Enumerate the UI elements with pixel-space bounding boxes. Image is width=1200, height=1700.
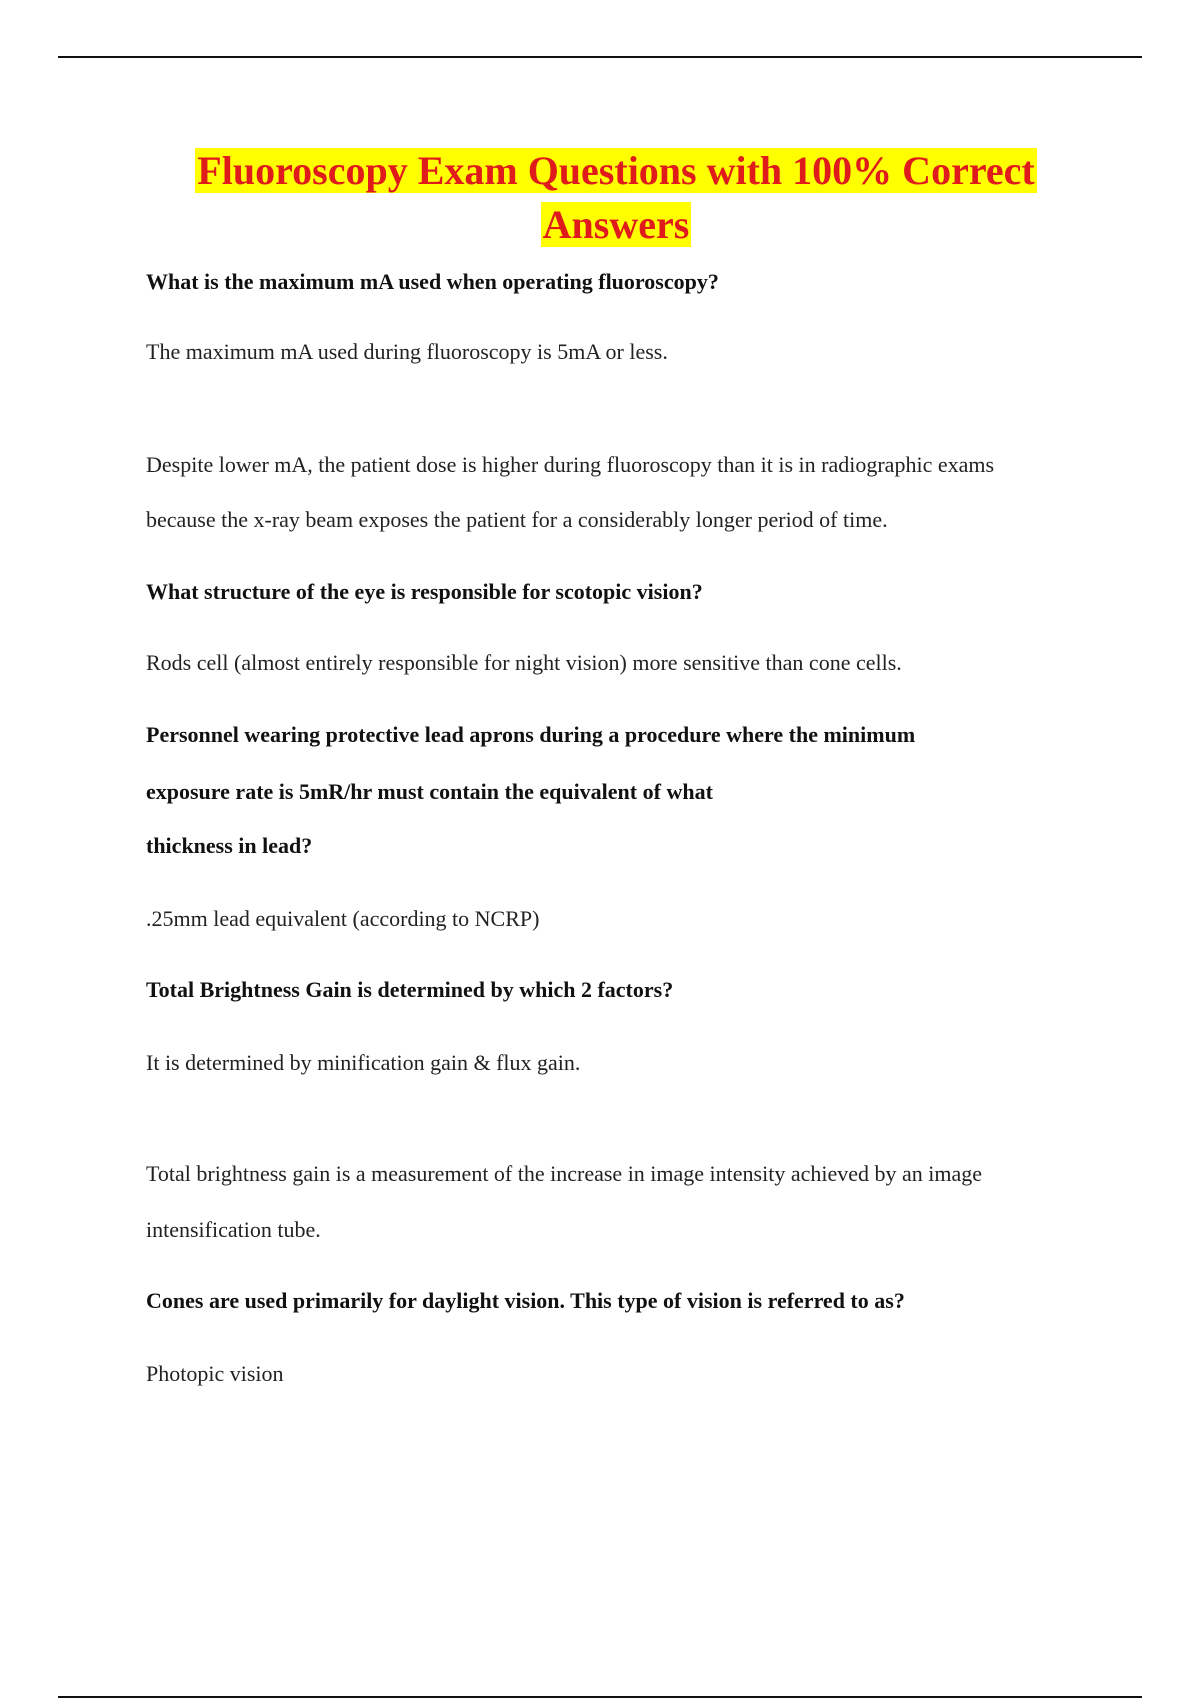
question-2: What structure of the eye is responsible for scotopic vision?: [146, 579, 703, 604]
answer-4-explanation-line-2: intensification tube.: [146, 1217, 321, 1242]
title-line-2: Answers: [542, 202, 690, 247]
answer-2: Rods cell (almost entirely responsible for night vision) more sensitive than cone cells.: [146, 650, 902, 675]
answer-4-explanation-line-1: Total brightness gain is a measurement of the increase in image intensity achieved by an image: [146, 1161, 983, 1186]
question-1: What is the maximum mA used when operating fluoroscopy?: [146, 269, 719, 294]
answer-1-explanation-line-1: Despite lower mA, the patient dose is higher during fluoroscopy than it is in radiographic exams: [146, 452, 995, 477]
answer-1: The maximum mA used during fluoroscopy is 5mA or less.: [146, 339, 668, 364]
title-line-1: Fluoroscopy Exam Questions with 100% Correct: [197, 148, 1035, 193]
answer-5: Photopic vision: [146, 1361, 284, 1386]
question-4: Total Brightness Gain is determined by which 2 factors?: [146, 977, 674, 1002]
question-3-line-2: exposure rate is 5mR/hr must contain the equivalent of what: [146, 779, 713, 804]
answer-4: It is determined by minification gain & flux gain.: [146, 1050, 581, 1075]
question-3-line-1: Personnel wearing protective lead aprons during a procedure where the minimum: [146, 722, 916, 747]
top-rule: [58, 56, 1142, 58]
bottom-rule: [58, 1696, 1142, 1698]
document-title: [146, 144, 1086, 252]
question-3-line-3: thickness in lead?: [146, 833, 313, 858]
answer-1-explanation-line-2: because the x-ray beam exposes the patient for a considerably longer period of time.: [146, 507, 888, 532]
answer-3: .25mm lead equivalent (according to NCRP): [146, 906, 540, 931]
question-5: Cones are used primarily for daylight vision. This type of vision is referred to as?: [146, 1288, 905, 1313]
